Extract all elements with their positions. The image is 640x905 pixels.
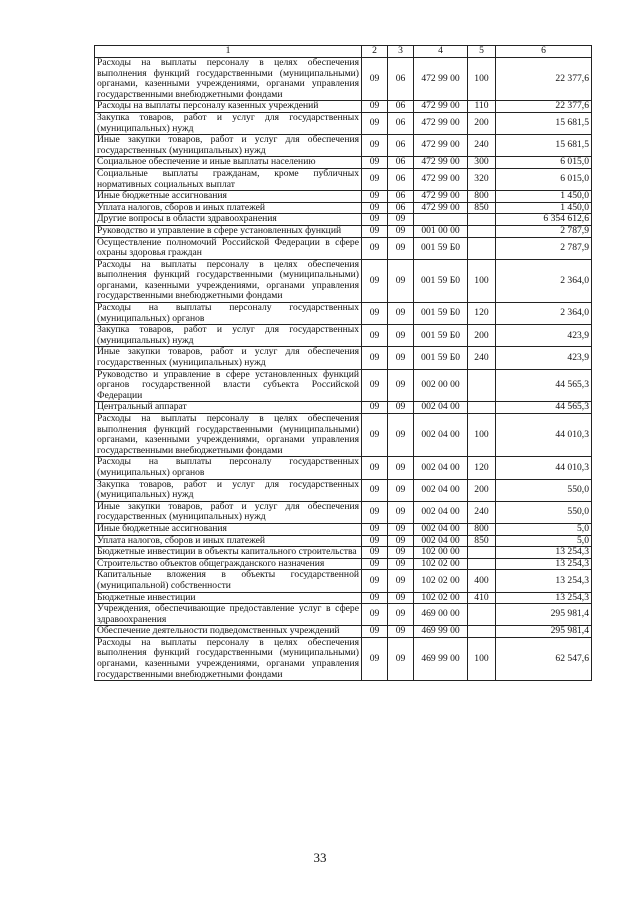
table-row (95, 325, 592, 347)
section-code-cell: 09 (362, 58, 388, 101)
section-code-cell: 09 (362, 402, 388, 414)
section-code-cell: 09 (362, 523, 388, 535)
subsection-code-cell: 09 (388, 214, 414, 226)
table-row (95, 157, 592, 169)
target-article-cell: 001 59 Б0 (414, 259, 468, 302)
subsection-code-cell: 09 (388, 570, 414, 592)
subsection-code-cell: 06 (388, 202, 414, 214)
row-name-cell: Обеспечение деятельности подведомственных учреждений (95, 626, 362, 638)
subsection-code-cell: 09 (388, 547, 414, 559)
table-row (95, 112, 592, 134)
amount-cell: 13 254,3 (496, 547, 592, 559)
amount-cell: 2 787,9 (496, 225, 592, 237)
amount-cell: 62 547,6 (496, 637, 592, 680)
section-code-cell: 09 (362, 112, 388, 134)
expense-type-cell: 110 (468, 101, 496, 113)
table-row (95, 457, 592, 479)
header-cell: 6 (496, 46, 592, 58)
header-cell: 5 (468, 46, 496, 58)
expense-type-cell (468, 558, 496, 570)
subsection-code-cell: 09 (388, 225, 414, 237)
expense-type-cell: 240 (468, 347, 496, 369)
amount-cell: 1 450,0 (496, 202, 592, 214)
table-row (95, 501, 592, 523)
header-cell: 2 (362, 46, 388, 58)
target-article-cell: 102 02 00 (414, 570, 468, 592)
amount-cell: 295 981,4 (496, 626, 592, 638)
subsection-code-cell: 09 (388, 558, 414, 570)
table-row (95, 592, 592, 604)
subsection-code-cell: 09 (388, 535, 414, 547)
subsection-code-cell: 09 (388, 303, 414, 325)
row-name-cell: Иные закупки товаров, работ и услуг для обеспечения государственных (муниципальных) нужд (95, 501, 362, 523)
subsection-code-cell: 06 (388, 101, 414, 113)
table-row (95, 547, 592, 559)
section-code-cell: 09 (362, 202, 388, 214)
expense-type-cell: 240 (468, 501, 496, 523)
section-code-cell: 09 (362, 592, 388, 604)
subsection-code-cell: 09 (388, 626, 414, 638)
target-article-cell: 002 04 00 (414, 535, 468, 547)
row-name-cell: Руководство и управление в сфере установленных функций (95, 225, 362, 237)
table-row (95, 58, 592, 101)
subsection-code-cell: 06 (388, 168, 414, 190)
table-row (95, 369, 592, 402)
table-row (95, 604, 592, 626)
expense-type-cell: 320 (468, 168, 496, 190)
amount-cell: 13 254,3 (496, 558, 592, 570)
table-row (95, 626, 592, 638)
expense-type-cell (468, 547, 496, 559)
section-code-cell: 09 (362, 303, 388, 325)
expense-type-cell: 400 (468, 570, 496, 592)
subsection-code-cell: 09 (388, 592, 414, 604)
header-cell: 1 (95, 46, 362, 58)
section-code-cell: 09 (362, 157, 388, 169)
row-name-cell: Расходы на выплаты персоналу в целях обеспечения выполнения функций государственными (муниципальными) органами, казенными учреждениями, органами управления государственными внебюджетными фондами (95, 414, 362, 457)
table-row (95, 523, 592, 535)
table-row (95, 558, 592, 570)
row-name-cell: Иные бюджетные ассигнования (95, 523, 362, 535)
expense-type-cell (468, 402, 496, 414)
target-article-cell: 472 99 00 (414, 191, 468, 203)
expense-type-cell: 240 (468, 135, 496, 157)
section-code-cell: 09 (362, 135, 388, 157)
expense-type-cell (468, 225, 496, 237)
row-name-cell: Учреждения, обеспечивающие предоставление услуг в сфере здравоохранения (95, 604, 362, 626)
header-cell: 3 (388, 46, 414, 58)
section-code-cell: 09 (362, 225, 388, 237)
target-article-cell: 002 04 00 (414, 402, 468, 414)
row-name-cell: Капитальные вложения в объекты государственной (муниципальной) собственности (95, 570, 362, 592)
target-article-cell (414, 214, 468, 226)
expense-type-cell: 100 (468, 58, 496, 101)
amount-cell: 295 981,4 (496, 604, 592, 626)
target-article-cell: 472 99 00 (414, 157, 468, 169)
table-row (95, 303, 592, 325)
expense-type-cell: 120 (468, 303, 496, 325)
amount-cell: 1 450,0 (496, 191, 592, 203)
table-row (95, 168, 592, 190)
amount-cell: 22 377,6 (496, 58, 592, 101)
subsection-code-cell: 09 (388, 501, 414, 523)
amount-cell: 5,0 (496, 535, 592, 547)
section-code-cell: 09 (362, 369, 388, 402)
subsection-code-cell: 09 (388, 523, 414, 535)
row-name-cell: Закупка товаров, работ и услуг для государственных (муниципальных) нужд (95, 325, 362, 347)
section-code-cell: 09 (362, 535, 388, 547)
target-article-cell: 472 99 00 (414, 58, 468, 101)
header-cell: 4 (414, 46, 468, 58)
expense-type-cell (468, 237, 496, 259)
expense-type-cell (468, 604, 496, 626)
expense-type-cell (468, 369, 496, 402)
row-name-cell: Социальные выплаты гражданам, кроме публичных нормативных социальных выплат (95, 168, 362, 190)
subsection-code-cell: 06 (388, 58, 414, 101)
target-article-cell: 001 59 Б0 (414, 303, 468, 325)
amount-cell: 44 565,3 (496, 402, 592, 414)
expense-type-cell: 800 (468, 523, 496, 535)
section-code-cell: 09 (362, 479, 388, 501)
table-row (95, 202, 592, 214)
amount-cell: 423,9 (496, 325, 592, 347)
target-article-cell: 469 00 00 (414, 604, 468, 626)
amount-cell: 44 010,3 (496, 457, 592, 479)
table-row (95, 237, 592, 259)
amount-cell: 44 565,3 (496, 369, 592, 402)
target-article-cell: 472 99 00 (414, 101, 468, 113)
section-code-cell: 09 (362, 101, 388, 113)
amount-cell: 13 254,3 (496, 570, 592, 592)
row-name-cell: Бюджетные инвестиции в объекты капитального строительства (95, 547, 362, 559)
section-code-cell: 09 (362, 237, 388, 259)
row-name-cell: Закупка товаров, работ и услуг для государственных (муниципальных) нужд (95, 112, 362, 134)
table-row (95, 414, 592, 457)
row-name-cell: Социальное обеспечение и иные выплаты населению (95, 157, 362, 169)
expense-type-cell: 120 (468, 457, 496, 479)
expense-type-cell (468, 626, 496, 638)
table-row (95, 214, 592, 226)
table-header-row (95, 46, 592, 58)
table-row (95, 402, 592, 414)
row-name-cell: Иные закупки товаров, работ и услуг для обеспечения государственных (муниципальных) нужд (95, 347, 362, 369)
row-name-cell: Закупка товаров, работ и услуг для государственных (муниципальных) нужд (95, 479, 362, 501)
row-name-cell: Расходы на выплаты персоналу в целях обеспечения выполнения функций государственными (муниципальными) органами, казенными учреждениями, органами управления государственными внебюджетными фондами (95, 58, 362, 101)
subsection-code-cell: 06 (388, 157, 414, 169)
row-name-cell: Руководство и управление в сфере установленных функций органов государственной власти субъекта Российской Федерации (95, 369, 362, 402)
target-article-cell: 102 00 00 (414, 547, 468, 559)
target-article-cell: 001 59 Б0 (414, 347, 468, 369)
row-name-cell: Строительство объектов общегражданского назначения (95, 558, 362, 570)
amount-cell: 13 254,3 (496, 592, 592, 604)
expense-type-cell: 300 (468, 157, 496, 169)
amount-cell: 44 010,3 (496, 414, 592, 457)
row-name-cell: Другие вопросы в области здравоохранения (95, 214, 362, 226)
section-code-cell: 09 (362, 547, 388, 559)
row-name-cell: Иные бюджетные ассигнования (95, 191, 362, 203)
target-article-cell: 001 00 00 (414, 225, 468, 237)
row-name-cell: Расходы на выплаты персоналу казенных учреждений (95, 101, 362, 113)
table-row (95, 259, 592, 302)
subsection-code-cell: 09 (388, 369, 414, 402)
subsection-code-cell: 09 (388, 457, 414, 479)
subsection-code-cell: 09 (388, 325, 414, 347)
amount-cell: 423,9 (496, 347, 592, 369)
expense-type-cell (468, 214, 496, 226)
table-row (95, 347, 592, 369)
expense-type-cell: 850 (468, 535, 496, 547)
subsection-code-cell: 09 (388, 347, 414, 369)
target-article-cell: 472 99 00 (414, 135, 468, 157)
table-row (95, 101, 592, 113)
row-name-cell: Уплата налогов, сборов и иных платежей (95, 535, 362, 547)
section-code-cell: 09 (362, 414, 388, 457)
expense-type-cell: 200 (468, 479, 496, 501)
subsection-code-cell: 09 (388, 237, 414, 259)
section-code-cell: 09 (362, 168, 388, 190)
subsection-code-cell: 06 (388, 112, 414, 134)
table-row (95, 637, 592, 680)
target-article-cell: 002 04 00 (414, 457, 468, 479)
target-article-cell: 469 99 00 (414, 637, 468, 680)
amount-cell: 15 681,5 (496, 135, 592, 157)
target-article-cell: 002 00 00 (414, 369, 468, 402)
target-article-cell: 469 99 00 (414, 626, 468, 638)
expense-type-cell: 200 (468, 112, 496, 134)
section-code-cell: 09 (362, 214, 388, 226)
amount-cell: 5,0 (496, 523, 592, 535)
amount-cell: 2 364,0 (496, 259, 592, 302)
row-name-cell: Расходы на выплаты персоналу государственных (муниципальных) органов (95, 457, 362, 479)
amount-cell: 22 377,6 (496, 101, 592, 113)
subsection-code-cell: 09 (388, 479, 414, 501)
page-number: 33 (313, 850, 327, 865)
amount-cell: 6 015,0 (496, 168, 592, 190)
amount-cell: 6 015,0 (496, 157, 592, 169)
amount-cell: 550,0 (496, 479, 592, 501)
target-article-cell: 472 99 00 (414, 168, 468, 190)
table-row (95, 225, 592, 237)
expense-type-cell: 100 (468, 637, 496, 680)
expense-type-cell: 800 (468, 191, 496, 203)
expense-type-cell: 850 (468, 202, 496, 214)
amount-cell: 2 787,9 (496, 237, 592, 259)
row-name-cell: Осуществление полномочий Российской Федерации в сфере охраны здоровья граждан (95, 237, 362, 259)
amount-cell: 6 354 612,6 (496, 214, 592, 226)
section-code-cell: 09 (362, 570, 388, 592)
row-name-cell: Бюджетные инвестиции (95, 592, 362, 604)
target-article-cell: 102 02 00 (414, 592, 468, 604)
section-code-cell: 09 (362, 325, 388, 347)
table-body (95, 58, 592, 681)
table-row (95, 479, 592, 501)
section-code-cell: 09 (362, 259, 388, 302)
row-name-cell: Иные закупки товаров, работ и услуг для обеспечения государственных (муниципальных) нужд (95, 135, 362, 157)
target-article-cell: 001 59 Б0 (414, 325, 468, 347)
table-row (95, 191, 592, 203)
target-article-cell: 002 04 00 (414, 523, 468, 535)
table-row (95, 135, 592, 157)
section-code-cell: 09 (362, 457, 388, 479)
subsection-code-cell: 06 (388, 191, 414, 203)
amount-cell: 2 364,0 (496, 303, 592, 325)
amount-cell: 15 681,5 (496, 112, 592, 134)
subsection-code-cell: 09 (388, 259, 414, 302)
subsection-code-cell: 09 (388, 402, 414, 414)
subsection-code-cell: 09 (388, 414, 414, 457)
expense-type-cell: 100 (468, 259, 496, 302)
section-code-cell: 09 (362, 191, 388, 203)
expense-type-cell: 410 (468, 592, 496, 604)
row-name-cell: Уплата налогов, сборов и иных платежей (95, 202, 362, 214)
target-article-cell: 002 04 00 (414, 501, 468, 523)
budget-table (94, 45, 592, 681)
row-name-cell: Расходы на выплаты персоналу государственных (муниципальных) органов (95, 303, 362, 325)
subsection-code-cell: 09 (388, 637, 414, 680)
target-article-cell: 002 04 00 (414, 479, 468, 501)
section-code-cell: 09 (362, 347, 388, 369)
section-code-cell: 09 (362, 637, 388, 680)
row-name-cell: Центральный аппарат (95, 402, 362, 414)
table-row (95, 535, 592, 547)
expense-type-cell: 200 (468, 325, 496, 347)
target-article-cell: 001 59 Б0 (414, 237, 468, 259)
row-name-cell: Расходы на выплаты персоналу в целях обеспечения выполнения функций государственными (муниципальными) органами, казенными учреждениями, органами управления государственными внебюджетными фондами (95, 259, 362, 302)
amount-cell: 550,0 (496, 501, 592, 523)
section-code-cell: 09 (362, 626, 388, 638)
target-article-cell: 472 99 00 (414, 202, 468, 214)
section-code-cell: 09 (362, 501, 388, 523)
subsection-code-cell: 06 (388, 135, 414, 157)
subsection-code-cell: 09 (388, 604, 414, 626)
table-row (95, 570, 592, 592)
target-article-cell: 102 02 00 (414, 558, 468, 570)
target-article-cell: 472 99 00 (414, 112, 468, 134)
expense-type-cell: 100 (468, 414, 496, 457)
section-code-cell: 09 (362, 558, 388, 570)
target-article-cell: 002 04 00 (414, 414, 468, 457)
row-name-cell: Расходы на выплаты персоналу в целях обеспечения выполнения функций государственными (муниципальными) органами, казенными учреждениями, органами управления государственными внебюджетными фондами (95, 637, 362, 680)
section-code-cell: 09 (362, 604, 388, 626)
